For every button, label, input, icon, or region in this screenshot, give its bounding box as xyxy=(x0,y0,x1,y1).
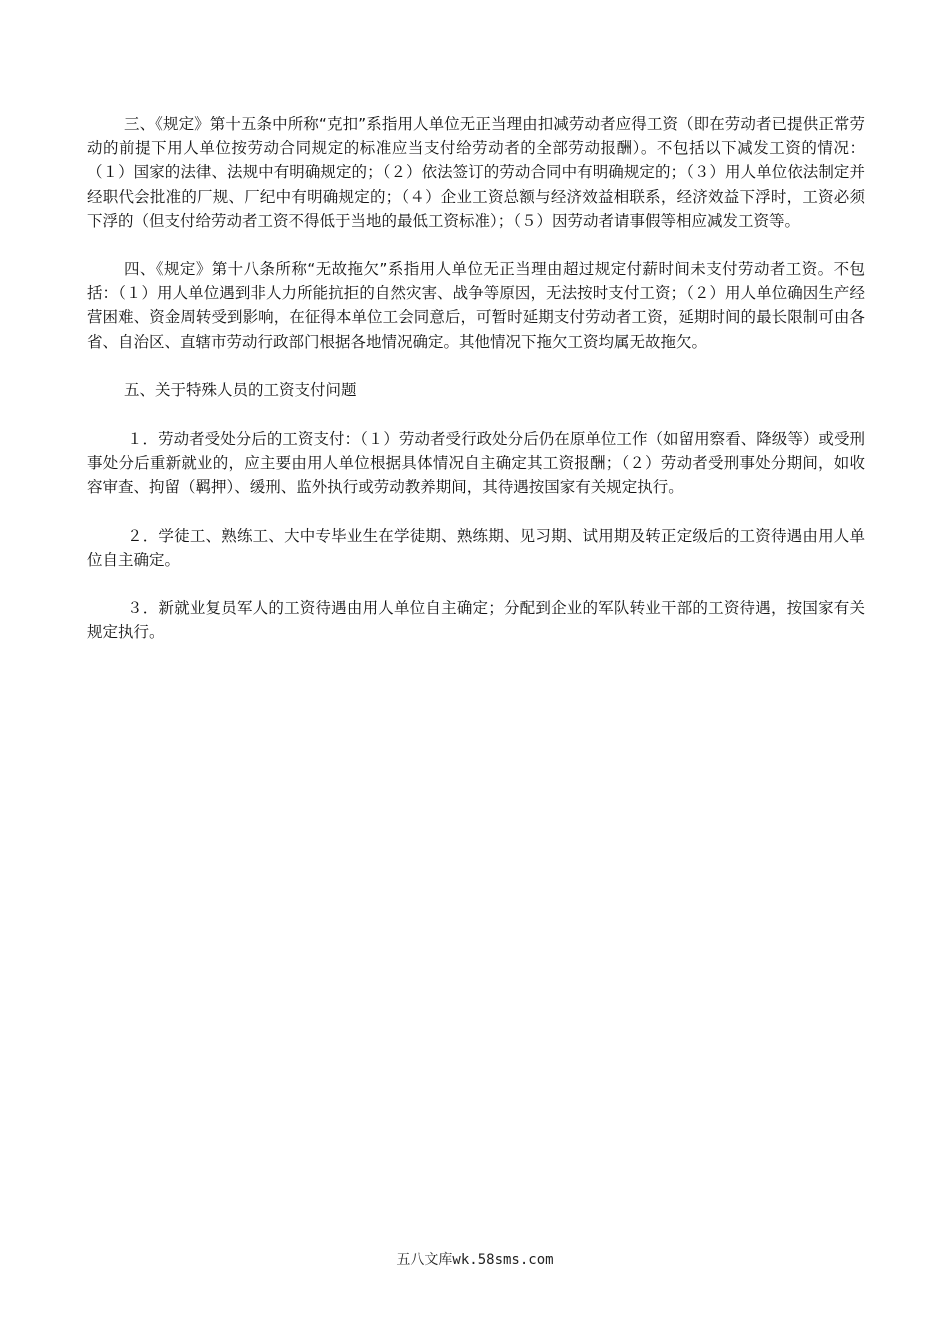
section-heading-special-personnel: 五、关于特殊人员的工资支付问题 xyxy=(124,380,357,399)
paragraph-clause-three: 三、《规定》第十五条中所称“克扣”系指用人单位无正当理由扣减劳动者应得工资（即在劳动者已提供正常劳动的前提下用人单位按劳动合同规定的标准应当支付给劳动者的全部劳动报酬）。不包括以下减发工资的情况：（１）国家的法律、法规中有明确规定的；（２）依法签订的劳动合同中有明确规定的；（３）用人单位依法制定并经职代会批准的厂规、厂纪中有明确规定的；（４）企业工资总额与经济效益相联系，经济效益下浮时，工资必须下浮的（但支付给劳动者工资不得低于当地的最低工资标准）；（５）因劳动者请事假等相应减发工资等。 xyxy=(87,115,865,230)
paragraph-item-three: ３．新就业复员军人的工资待遇由用人单位自主确定；分配到企业的军队转业干部的工资待遇，按国家有关规定执行。 xyxy=(87,599,865,642)
paragraph-item-one: １．劳动者受处分后的工资支付：（１）劳动者受行政处分后仍在原单位工作（如留用察看、降级等）或受刑事处分后重新就业的，应主要由用人单位根据具体情况自主确定其工资报酬；（２）劳动者受刑事处分期间，如收容审查、拘留（羁押）、缓刑、监外执行或劳动教养期间，其待遇按国家有关规定执行。 xyxy=(87,430,865,497)
paragraph-clause-four: 四、《规定》第十八条所称“无故拖欠”系指用人单位无正当理由超过规定付薪时间未支付劳动者工资。不包括：（１）用人单位遇到非人力所能抗拒的自然灾害、战争等原因，无法按时支付工资；（２）用人单位确因生产经营困难、资金周转受到影响，在征得本单位工会同意后，可暂时延期支付劳动者工资，延期时间的最长限制可由各省、自治区、直辖市劳动行政部门根据各地情况确定。其他情况下拖欠工资均属无故拖欠。 xyxy=(87,260,865,351)
document-body xyxy=(87,112,865,644)
paragraph-item-two: ２．学徒工、熟练工、大中专毕业生在学徒期、熟练期、见习期、试用期及转正定级后的工资待遇由用人单位自主确定。 xyxy=(87,526,865,569)
page-footer-watermark: 五八文库wk.58sms.com xyxy=(396,1252,554,1268)
